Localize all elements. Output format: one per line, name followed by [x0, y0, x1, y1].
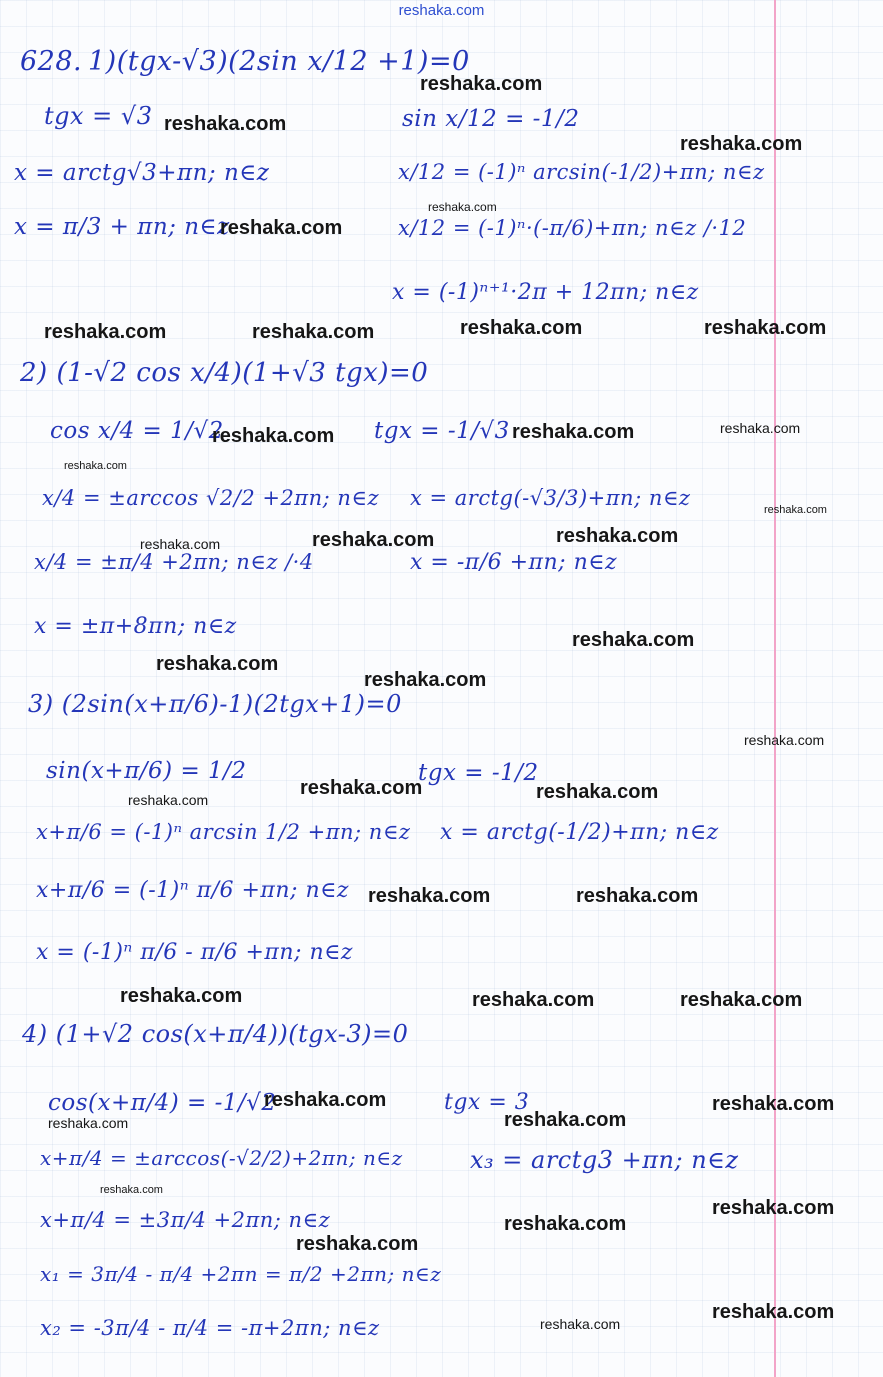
watermark: reshaka.com — [100, 1184, 163, 1196]
part2-left-line-3: x/4 = ±π/4 +2πn; n∈z /·4 — [34, 550, 314, 574]
part2-left-line-1: cos x/4 = 1/√2 — [50, 418, 224, 444]
watermark: reshaka.com — [504, 1213, 627, 1235]
watermark: reshaka.com — [156, 653, 279, 675]
part4-left-line-5: x₂ = -3π/4 - π/4 = -π+2πn; n∈z — [40, 1316, 380, 1340]
part2-right-line-3: x = -π/6 +πn; n∈z — [410, 550, 618, 575]
watermark: reshaka.com — [472, 989, 595, 1011]
part2-left-line-2: x/4 = ±arccos √2/2 +2πn; n∈z — [42, 486, 380, 510]
watermark: reshaka.com — [120, 985, 243, 1007]
part1-right-line-4: x = (-1)ⁿ⁺¹·2π + 12πn; n∈z — [392, 280, 699, 305]
part3-left-line-1: sin(x+π/6) = 1/2 — [46, 758, 247, 784]
part4-right-line-2: x₃ = arctg3 +πn; n∈z — [470, 1146, 739, 1174]
part2-right-line-2: x = arctg(-√3/3)+πn; n∈z — [410, 486, 691, 510]
watermark: reshaka.com — [300, 777, 423, 799]
watermark: reshaka.com — [712, 1301, 835, 1323]
site-header[interactable]: reshaka.com — [398, 2, 485, 19]
watermark: reshaka.com — [428, 200, 497, 214]
watermark: reshaka.com — [704, 317, 827, 339]
part4-left-line-2: x+π/4 = ±arccos(-√2/2)+2πn; n∈z — [40, 1146, 403, 1170]
watermark: reshaka.com — [720, 420, 801, 436]
part3-left-line-2: x+π/6 = (-1)ⁿ arcsin 1/2 +πn; n∈z — [36, 820, 411, 844]
watermark: reshaka.com — [712, 1197, 835, 1219]
part1-equation: 1)(tgx-√3)(2sin x/12 +1)=0 — [88, 46, 470, 77]
part3-left-line-4: x = (-1)ⁿ π/6 - π/6 +πn; n∈z — [36, 940, 353, 965]
watermark: reshaka.com — [460, 317, 583, 339]
problem-number: 628. — [20, 46, 83, 77]
part4-left-line-1: cos(x+π/4) = -1/√2 — [48, 1090, 277, 1116]
part1-left-line-3: x = π/3 + πn; n∈z — [14, 214, 230, 240]
watermark: reshaka.com — [420, 73, 543, 95]
watermark: reshaka.com — [576, 885, 699, 907]
watermark: reshaka.com — [128, 792, 209, 808]
watermark: reshaka.com — [220, 217, 343, 239]
watermark: reshaka.com — [504, 1109, 627, 1131]
watermark: reshaka.com — [712, 1093, 835, 1115]
watermark: reshaka.com — [764, 504, 827, 516]
part2-right-line-1: tgx = -1/√3 — [374, 418, 510, 444]
watermark: reshaka.com — [744, 732, 825, 748]
part2-left-line-4: x = ±π+8πn; n∈z — [34, 614, 237, 639]
watermark: reshaka.com — [572, 629, 695, 651]
watermark: reshaka.com — [252, 321, 375, 343]
watermark: reshaka.com — [64, 460, 127, 472]
part1-left-line-1: tgx = √3 — [44, 102, 153, 130]
part1-left-line-2: x = arctg√3+πn; n∈z — [14, 160, 270, 186]
part3-right-line-1: tgx = -1/2 — [418, 760, 539, 786]
margin-line — [774, 0, 776, 1377]
watermark: reshaka.com — [536, 781, 659, 803]
part2-equation: 2) (1-√2 cos x/4)(1+√3 tgx)=0 — [20, 358, 429, 388]
watermark: reshaka.com — [540, 1316, 621, 1332]
part3-left-line-3: x+π/6 = (-1)ⁿ π/6 +πn; n∈z — [36, 878, 350, 903]
watermark: reshaka.com — [512, 421, 635, 443]
watermark: reshaka.com — [48, 1115, 129, 1131]
part3-right-line-2: x = arctg(-1/2)+πn; n∈z — [440, 820, 719, 845]
watermark: reshaka.com — [212, 425, 335, 447]
part1-right-line-1: sin x/12 = -1/2 — [402, 106, 580, 132]
watermark: reshaka.com — [264, 1089, 387, 1111]
watermark: reshaka.com — [312, 529, 435, 551]
watermark: reshaka.com — [680, 133, 803, 155]
part1-right-line-3: x/12 = (-1)ⁿ·(-π/6)+πn; n∈z /·12 — [398, 216, 747, 240]
part4-left-line-3: x+π/4 = ±3π/4 +2πn; n∈z — [40, 1208, 331, 1232]
part4-right-line-1: tgx = 3 — [444, 1090, 530, 1115]
watermark: reshaka.com — [164, 113, 287, 135]
watermark: reshaka.com — [680, 989, 803, 1011]
watermark: reshaka.com — [44, 321, 167, 343]
watermark: reshaka.com — [296, 1233, 419, 1255]
watermark: reshaka.com — [368, 885, 491, 907]
part4-left-line-4: x₁ = 3π/4 - π/4 +2πn = π/2 +2πn; n∈z — [40, 1262, 442, 1286]
part1-right-line-2: x/12 = (-1)ⁿ arcsin(-1/2)+πn; n∈z — [398, 160, 765, 184]
watermark: reshaka.com — [364, 669, 487, 691]
part3-equation: 3) (2sin(x+π/6)-1)(2tgx+1)=0 — [28, 690, 402, 718]
watermark: reshaka.com — [140, 536, 221, 552]
part4-equation: 4) (1+√2 cos(x+π/4))(tgx-3)=0 — [22, 1020, 409, 1048]
watermark: reshaka.com — [556, 525, 679, 547]
